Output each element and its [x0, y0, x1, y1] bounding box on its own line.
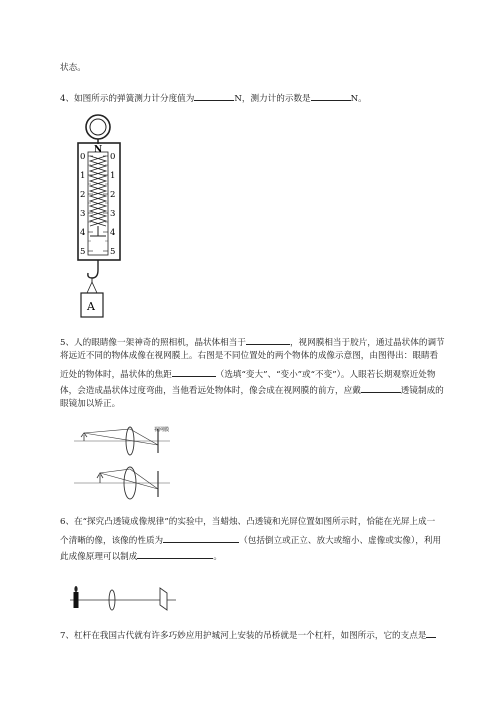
- question-6-line-2: [60, 533, 441, 547]
- weight-label: A: [87, 300, 95, 313]
- retina-label: 视网膜: [154, 427, 170, 433]
- eye-imaging-diagram: [72, 423, 182, 503]
- question-6-line-3: [60, 549, 222, 563]
- right-tick-label: 5: [110, 247, 116, 257]
- right-tick-label: 2: [110, 190, 116, 200]
- q5-blank-lens-type[interactable]: [361, 383, 401, 393]
- left-tick-label: 0: [80, 152, 86, 162]
- right-tick-label: 0: [110, 152, 116, 162]
- lens-experiment-diagram: [68, 580, 180, 612]
- q7-text: 7、杠杆在我国古代就有许多巧妙应用护城河上安装的吊桥就是一个杠杆，如图所示，它的支点是: [60, 631, 427, 641]
- question-5-line-3: [60, 367, 435, 381]
- q6-text: 。: [213, 552, 222, 562]
- question-6-line-1: 6、在“探究凸透镜成像规律”的实验中，当蜡烛、凸透镜和光屏位置如图所示时，恰能在光屏上成一: [60, 517, 436, 527]
- scale-unit-letter: N: [94, 145, 103, 155]
- q4-blank-reading[interactable]: [311, 91, 351, 101]
- left-tick-label: 5: [80, 247, 86, 257]
- q5-text: 5、人的眼睛像一架神奇的照相机，晶状体相当于: [60, 338, 246, 348]
- q6-text: 此成像原理可以制成: [60, 552, 138, 562]
- left-tick-label: 3: [80, 209, 86, 219]
- right-tick-label: 4: [110, 228, 116, 238]
- question-5-line-2: 将远近不同的物体成像在视网膜上。右图是不同位置处的两个物体的成像示意图，由图得出：眼睛看: [60, 351, 439, 361]
- q4-blank-division[interactable]: [194, 91, 234, 101]
- q4-text-b: N，测力计的示数是: [234, 94, 311, 104]
- left-tick-label: 1: [80, 171, 86, 181]
- q5-text: 体，会造成晶状体过度弯曲，当他看远处物体时，像会成在视网膜的前方，应戴: [60, 386, 361, 396]
- q5-text: 透镜制成的: [400, 386, 444, 396]
- intro-text: 状态。: [60, 63, 86, 73]
- question-5-line-1: [60, 335, 445, 349]
- question-7: [60, 628, 436, 642]
- question-5-line-4: [60, 383, 444, 397]
- q6-blank-image-property[interactable]: [163, 533, 239, 543]
- q6-blank-device[interactable]: [137, 549, 213, 559]
- q6-text: 个清晰的像，该像的性质为: [60, 536, 164, 546]
- q5-blank-lens[interactable]: [246, 335, 290, 345]
- q4-text-c: N。: [350, 94, 367, 104]
- right-tick-label: 1: [110, 171, 116, 181]
- q5-text: 近处的物体时，晶状体的焦距: [60, 370, 172, 380]
- spring-scale-figure: [70, 112, 130, 322]
- q4-text-a: 4、如图所示的弹簧测力计分度值为: [60, 94, 195, 104]
- q6-text: （包括倒立或正立、放大或缩小、虚像或实像），利用: [239, 536, 442, 546]
- left-tick-label: 4: [80, 228, 86, 238]
- q5-text: ，视网膜相当于胶片，通过晶状体的调节: [289, 338, 445, 348]
- right-tick-label: 3: [110, 209, 116, 219]
- q7-blank-fulcrum[interactable]: [426, 628, 436, 638]
- question-4: [60, 91, 367, 105]
- question-5-line-5: 眼镜加以矫正。: [60, 399, 121, 409]
- q5-blank-focal-length[interactable]: [172, 367, 216, 377]
- left-tick-label: 2: [80, 190, 86, 200]
- q5-text: （选填“变大”、“变小”或“不变”）。人眼若长期观察近处物: [215, 370, 436, 380]
